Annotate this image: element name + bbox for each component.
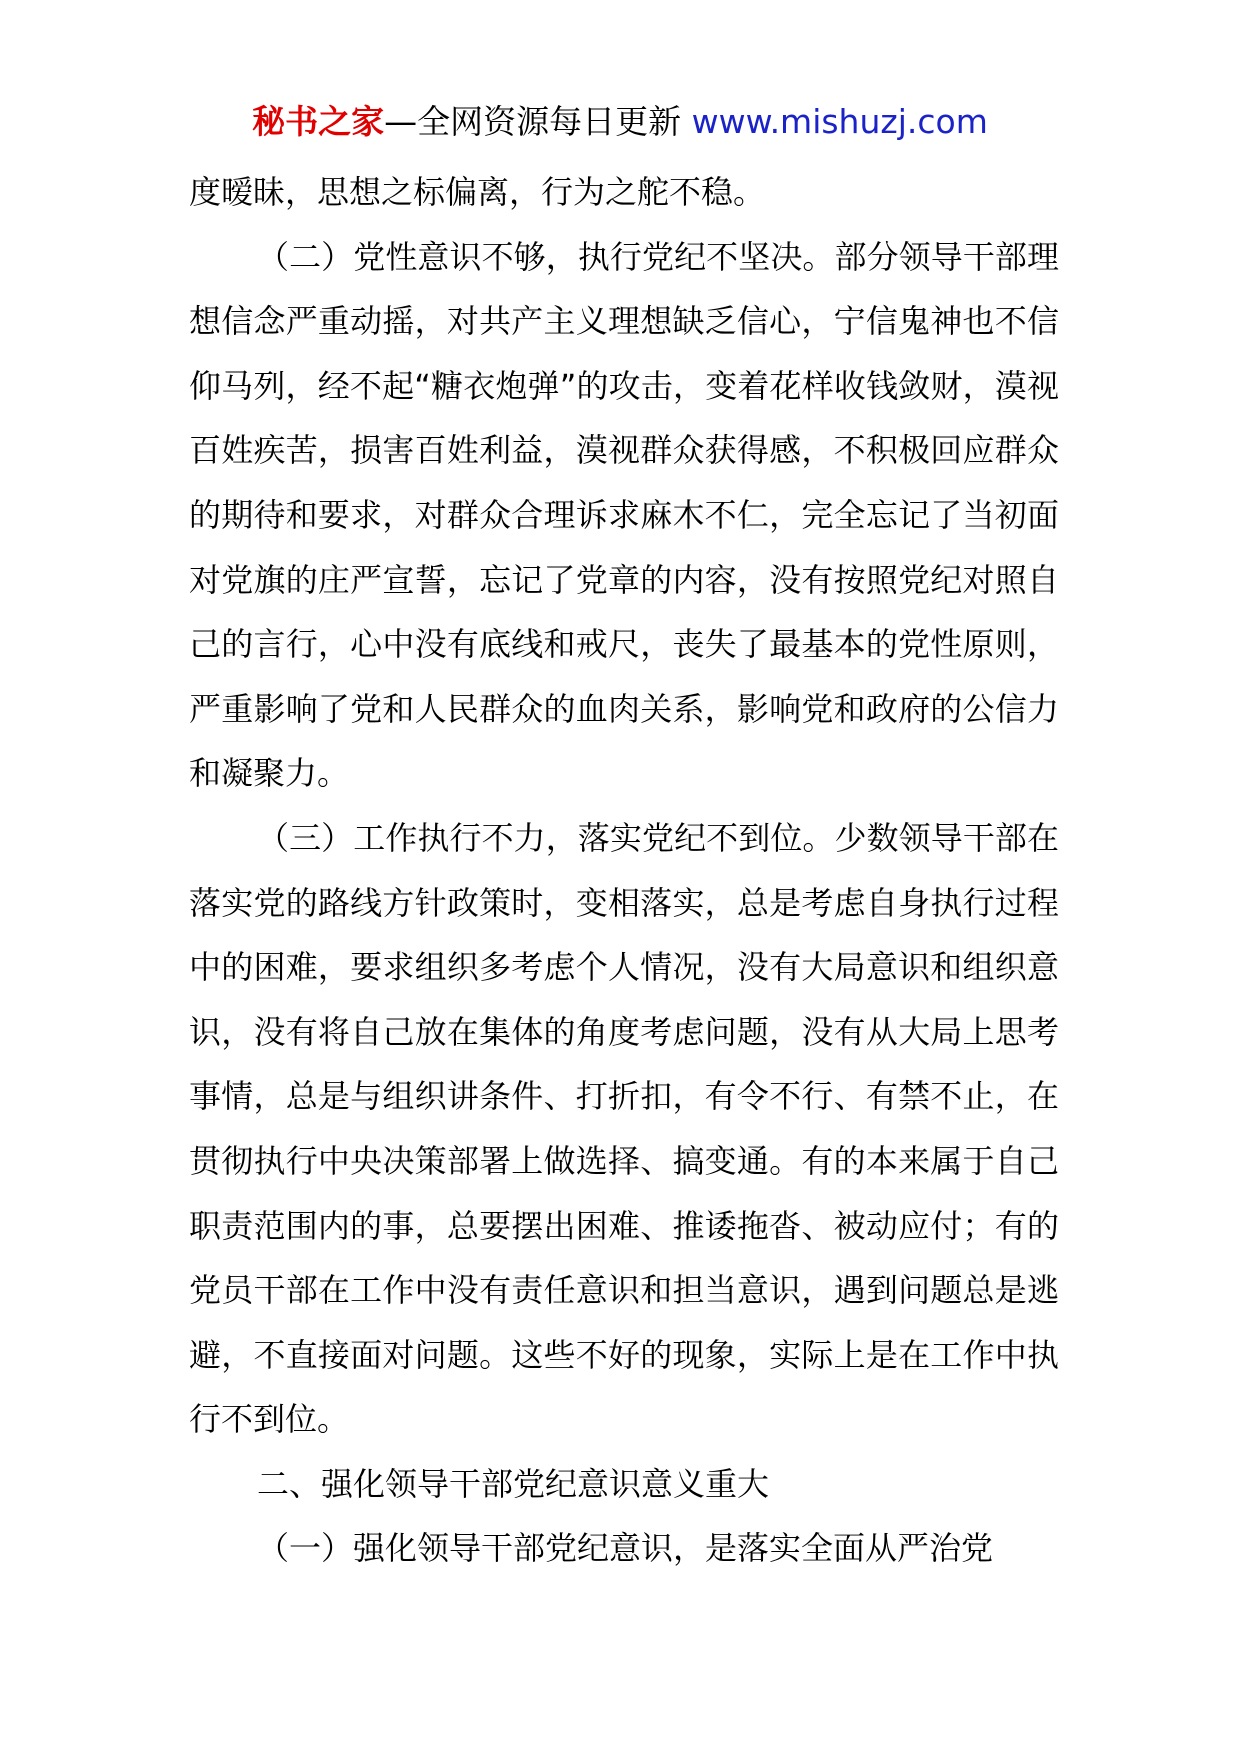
- site-header: [0, 100, 1240, 144]
- brand-name: 秘书之家: [252, 102, 385, 141]
- header-tagline: —全网资源每日更新: [384, 102, 692, 141]
- paragraph-subsection-1: （一）强化领导干部党纪意识，是落实全面从严治党: [257, 1529, 994, 1568]
- document-body: [189, 160, 1059, 1581]
- paragraph-section-2: （二）党性意识不够，执行党纪不坚决。部分领导干部理想信念严重动摇，对共产主义理想缺乏信心，宁信鬼神也不信仰马列，经不起“糖衣炮弹”的攻击，变着花样收钱敛财，漠视百姓疾苦，损害百姓利益，漠视群众获得感，不积极回应群众的期待和要求，对群众合理诉求麻木不仁，完全忘记了当初面对党旗的庄严宣誓，忘记了党章的内容，没有按照党纪对照自己的言行，心中没有底线和戒尺，丧失了最基本的党性原则，严重影响了党和人民群众的血肉关系，影响党和政府的公信力和凝聚力。: [189, 237, 1059, 793]
- paragraph-continuation: 度暧昧，思想之标偏离，行为之舵不稳。: [189, 173, 766, 211]
- site-url-link[interactable]: www.mishuzj.com: [691, 102, 988, 141]
- section-heading: 二、强化领导干部党纪意识意义重大: [257, 1464, 770, 1503]
- paragraph-section-3: （三）工作执行不力，落实党纪不到位。少数领导干部在落实党的路线方针政策时，变相落实，总是考虑自身执行过程中的困难，要求组织多考虑个人情况，没有大局意识和组织意识，没有将自己放在集体的角度考虑问题，没有从大局上思考事情，总是与组织讲条件、打折扣，有令不行、有禁不止，在贯彻执行中央决策部署上做选择、搞变通。有的本来属于自己职责范围内的事，总要摆出困难、推诿拖沓、被动应付；有的党员干部在工作中没有责任意识和担当意识，遇到问题总是逃避，不直接面对问题。这些不好的现象，实际上是在工作中执行不到位。: [189, 818, 1059, 1439]
